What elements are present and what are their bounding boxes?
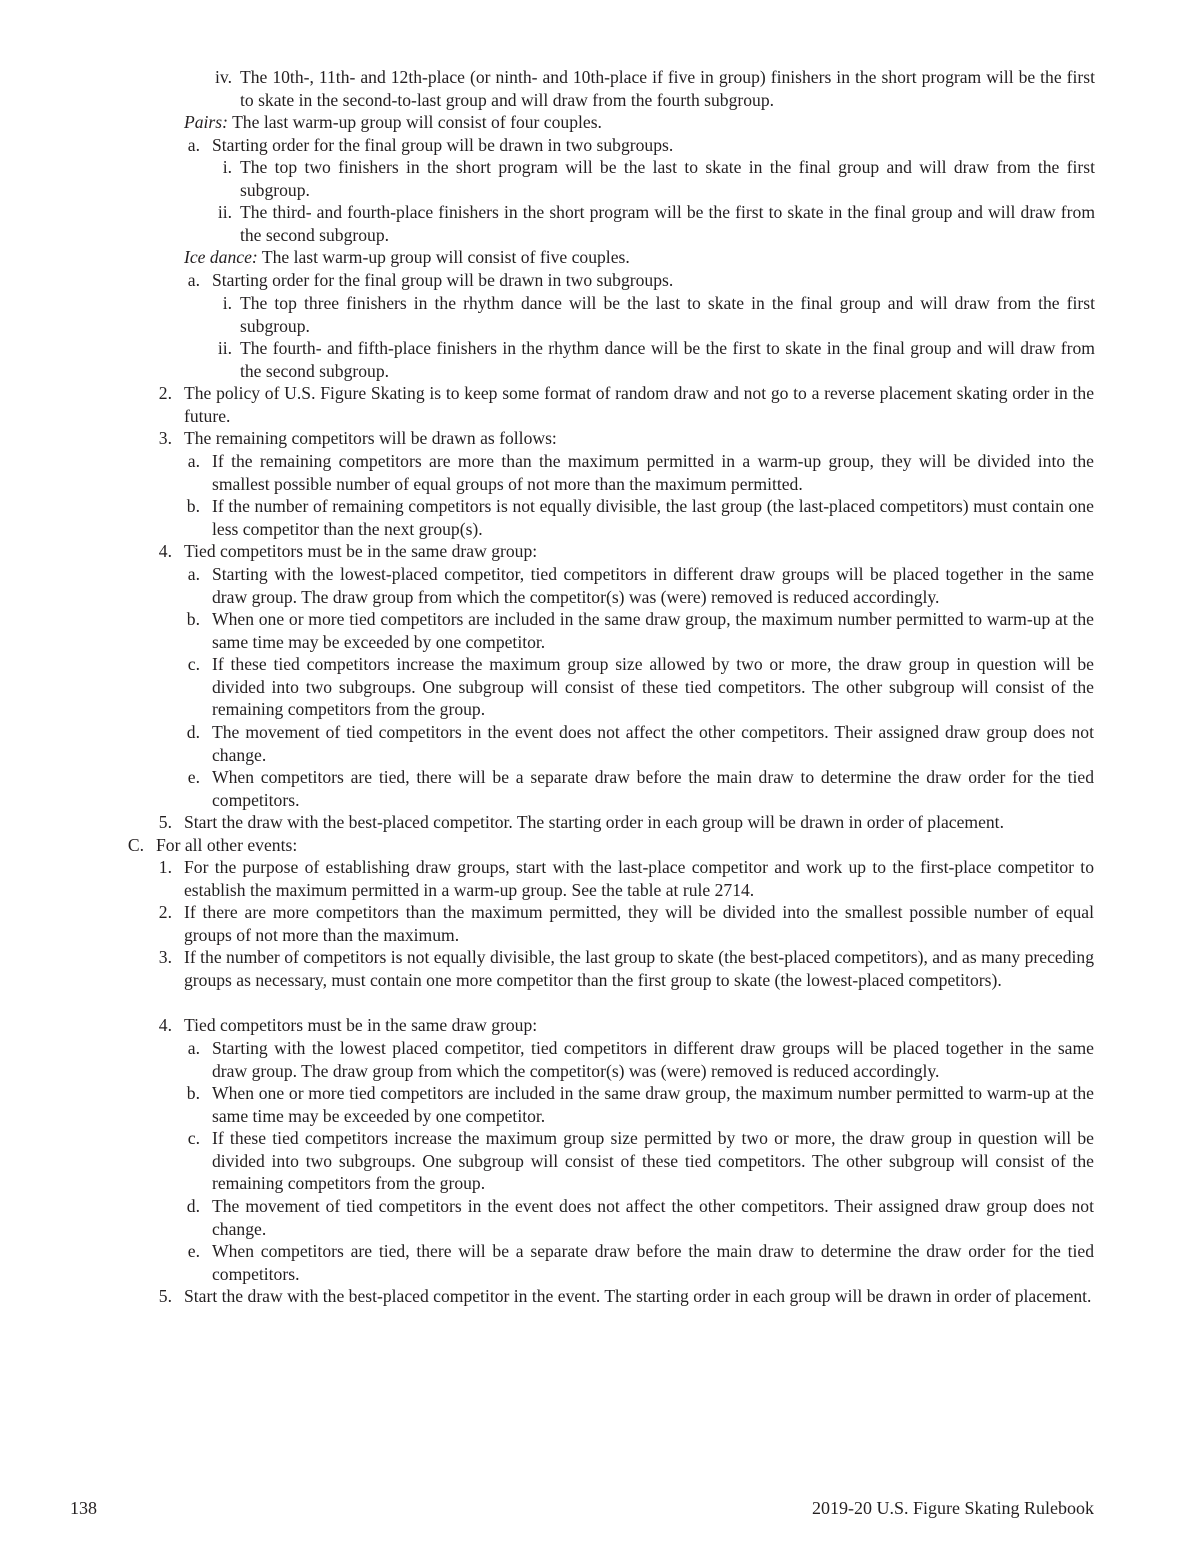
item-text: Starting with the lowest placed competitor, tied competitors in different draw groups will be placed together in the same draw group. The draw group from which the competitor(s) was (were) removed is reduced accordingly. <box>212 1038 1094 1081</box>
list-item-b4b <box>180 608 1094 653</box>
list-item-b2 <box>146 382 1094 427</box>
item-text: Starting with the lowest-placed competitor, tied competitors in different draw groups will be placed together in the same draw group. The draw group from which the competitor(s) was (were) removed is reduced accordingly. <box>212 564 1094 607</box>
list-item-b3 <box>146 427 1094 450</box>
item-text: When competitors are tied, there will be a separate draw before the main draw to determine the draw order for the tied competitors. <box>212 1241 1094 1284</box>
item-label: b. <box>186 496 200 516</box>
item-text: Starting order for the final group will be drawn in two subgroups. <box>212 270 674 290</box>
list-item-c4d <box>180 1195 1094 1240</box>
item-text: The movement of tied competitors in the event does not affect the other competitors. Their assigned draw group does not change. <box>212 722 1094 765</box>
item-label: 2. <box>158 902 172 922</box>
item-text: If there are more competitors than the maximum permitted, they will be divided into the smallest possible number of equal groups of not more than the maximum. <box>184 902 1094 945</box>
section-c <box>118 834 1056 857</box>
item-text: The top two finishers in the short program will be the last to skate in the final group and will draw from the first subgroup. <box>240 157 1095 200</box>
item-label: a. <box>187 451 200 471</box>
list-item-c4 <box>146 1014 1094 1037</box>
ice-dance-heading <box>184 246 630 269</box>
item-text: When one or more tied competitors are included in the same draw group, the maximum number permitted to warm-up at the same time may be exceeded by one competitor. <box>212 1083 1094 1126</box>
item-text: The third- and fourth-place finishers in the short program will be the first to skate in the final group and will draw from the second subgroup. <box>240 202 1095 245</box>
item-label: e. <box>187 767 200 787</box>
item-text: If the number of remaining competitors is not equally divisible, the last group (the last-placed competitors) must contain one less competitor than the next group(s). <box>212 496 1094 539</box>
item-text: If the number of competitors is not equally divisible, the last group to skate (the best-placed competitors), and as many preceding groups as necessary, must contain one more competitor than the first group to skate (the lowest-placed competitors). <box>184 947 1094 990</box>
item-text: The remaining competitors will be drawn as follows: <box>184 428 557 448</box>
pairs-heading <box>184 111 602 134</box>
item-label: c. <box>187 654 200 674</box>
page-number: 138 <box>70 1498 97 1518</box>
list-item-b3b <box>180 495 1094 540</box>
item-text: Tied competitors must be in the same draw group: <box>184 541 538 561</box>
item-label: b. <box>186 609 200 629</box>
item-label: i. <box>222 157 232 177</box>
item-label: 3. <box>158 428 172 448</box>
list-item-dance-i <box>200 292 1095 337</box>
item-text: Starting order for the final group will be drawn in two subgroups. <box>212 135 674 155</box>
item-text: The movement of tied competitors in the event does not affect the other competitors. Their assigned draw group does not change. <box>212 1196 1094 1239</box>
pairs-text: The last warm-up group will consist of four couples. <box>227 112 602 132</box>
list-item-pairs-i <box>200 156 1095 201</box>
item-label: iv. <box>215 67 232 87</box>
ice-dance-text: The last warm-up group will consist of five couples. <box>257 247 630 267</box>
list-item-b5 <box>146 811 1096 834</box>
list-item-c4a <box>180 1037 1094 1082</box>
item-text: If these tied competitors increase the maximum group size allowed by two or more, the draw group in question will be divided into two subgroups. One subgroup will consist of these tied competitors. The other subgroup will consist of the remaining competitors from the group. <box>212 654 1094 719</box>
list-item-c4c <box>180 1127 1094 1195</box>
item-label: ii. <box>217 338 232 358</box>
item-text: For all other events: <box>156 835 298 855</box>
item-label: a. <box>187 135 200 155</box>
item-text: Start the draw with the best-placed competitor. The starting order in each group will be drawn in order of placement. <box>184 812 1004 832</box>
item-text: If the remaining competitors are more than the maximum permitted in a warm-up group, they will be divided into the smallest possible number of equal groups of not more than the maximum permitted. <box>212 451 1094 494</box>
list-item-iv <box>200 66 1095 111</box>
list-item-b3a <box>180 450 1094 495</box>
item-text: Tied competitors must be in the same draw group: <box>184 1015 538 1035</box>
item-text: The 10th-, 11th- and 12th-place (or ninth- and 10th-place if five in group) finishers in the short program will be the first to skate in the second-to-last group and will draw from the fourth subgroup. <box>240 67 1095 110</box>
list-item-c3 <box>146 946 1094 991</box>
item-text: For the purpose of establishing draw groups, start with the last-place competitor and work up to the first-place competitor to establish the maximum permitted in a warm-up group. See the table at rule 2714. <box>184 857 1094 900</box>
item-label: 2. <box>158 383 172 403</box>
pairs-lead: Pairs: <box>184 112 228 132</box>
list-item-b4e <box>180 766 1094 811</box>
list-item-b4c <box>180 653 1094 721</box>
list-item-b4 <box>146 540 1094 563</box>
item-label: ii. <box>217 202 232 222</box>
list-item-pairs-ii <box>200 201 1095 246</box>
list-item-pairs-a <box>180 134 1092 157</box>
item-text: Start the draw with the best-placed competitor in the event. The starting order in each group will be drawn in order of placement. <box>184 1286 1092 1306</box>
item-label: 5. <box>158 1286 172 1306</box>
list-item-c1 <box>146 856 1094 901</box>
item-label: 5. <box>158 812 172 832</box>
item-label: d. <box>186 1196 200 1216</box>
list-item-dance-ii <box>200 337 1095 382</box>
list-item-c5 <box>146 1285 1094 1308</box>
item-label: i. <box>222 293 232 313</box>
ice-dance-lead: Ice dance: <box>184 247 258 267</box>
list-item-c4e <box>180 1240 1094 1285</box>
list-item-c4b <box>180 1082 1094 1127</box>
item-text: The top three finishers in the rhythm dance will be the last to skate in the final group and will draw from the first subgroup. <box>240 293 1095 336</box>
list-item-b4a <box>180 563 1094 608</box>
item-label: d. <box>186 722 200 742</box>
publication-title: 2019-20 U.S. Figure Skating Rulebook <box>812 1498 1094 1518</box>
item-label: c. <box>187 1128 200 1148</box>
item-text: The policy of U.S. Figure Skating is to keep some format of random draw and not go to a reverse placement skating order in the future. <box>184 383 1094 426</box>
item-label: 4. <box>158 541 172 561</box>
item-label: C. <box>127 835 144 855</box>
item-text: When one or more tied competitors are included in the same draw group, the maximum number permitted to warm-up at the same time may be exceeded by one competitor. <box>212 609 1094 652</box>
item-text: If these tied competitors increase the maximum group size permitted by two or more, the draw group in question will be divided into two subgroups. One subgroup will consist of these tied competitors. The other subgroup will consist of the remaining competitors from the group. <box>212 1128 1094 1193</box>
item-label: a. <box>187 270 200 290</box>
item-label: b. <box>186 1083 200 1103</box>
item-label: 4. <box>158 1015 172 1035</box>
item-label: a. <box>187 564 200 584</box>
item-text: The fourth- and fifth-place finishers in the rhythm dance will be the first to skate in the final group and will draw from the second subgroup. <box>240 338 1095 381</box>
list-item-c2 <box>146 901 1094 946</box>
list-item-dance-a <box>180 269 1092 292</box>
item-label: e. <box>187 1241 200 1261</box>
list-item-b4d <box>180 721 1094 766</box>
item-label: 1. <box>158 857 172 877</box>
item-text: When competitors are tied, there will be a separate draw before the main draw to determine the draw order for the tied competitors. <box>212 767 1094 810</box>
item-label: a. <box>187 1038 200 1058</box>
item-label: 3. <box>158 947 172 967</box>
